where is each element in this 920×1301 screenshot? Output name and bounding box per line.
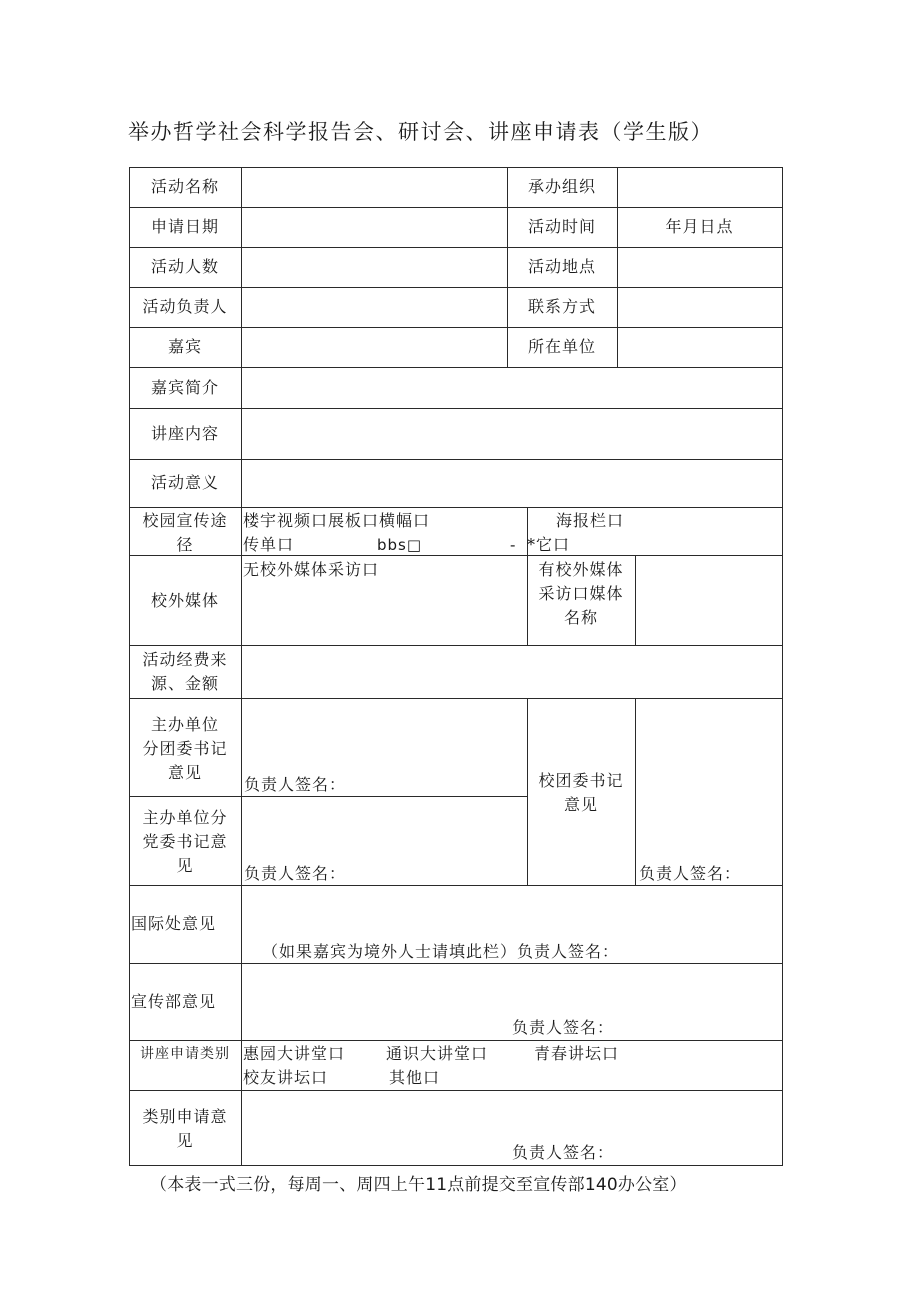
label-school-youth-league-2: 意见: [563, 795, 598, 814]
footer-note: （本表一式三份，每周一、周四上午11点前提交至宣传部140办公室）: [150, 1175, 687, 1195]
option-youth-forum[interactable]: 青春讲坛口: [534, 1044, 620, 1063]
label-media-name: 名称: [563, 608, 598, 627]
label-activity-time: 活动时间: [527, 217, 596, 236]
option-has-external-media-cont: 采访口媒体: [538, 584, 624, 603]
label-type-opinion-2: 见: [176, 1131, 194, 1150]
label-funding-cont: 源、金额: [150, 674, 219, 693]
label-external-media: 校外媒体: [150, 591, 219, 610]
signature-host-party: 负责人签名：: [244, 864, 347, 883]
label-activity-name: 活动名称: [150, 177, 219, 196]
option-has-external-media[interactable]: 有校外媒体: [538, 560, 624, 579]
col-line: [241, 167, 242, 1166]
campus-option-poster[interactable]: 海报栏口: [556, 511, 625, 530]
label-campus-channel: 校园宣传途: [142, 511, 228, 530]
campus-option-dash: -: [510, 535, 517, 554]
row-line: [129, 207, 783, 208]
label-organizer: 承办组织: [527, 177, 596, 196]
signature-publicity: 负责人签名：: [512, 1018, 615, 1037]
signature-host-youth: 负责人签名：: [244, 775, 347, 794]
row-line: [129, 1165, 783, 1166]
option-tongshi-lecture[interactable]: 通识大讲堂口: [386, 1044, 489, 1063]
row-line: [129, 367, 783, 368]
option-no-external-media[interactable]: 无校外媒体采访口: [243, 560, 380, 579]
campus-options-row1[interactable]: 楼宇视频口展板口横幅口: [243, 511, 431, 530]
intl-office-note: （如果嘉宾为境外人士请填此栏）负责人签名：: [262, 942, 620, 961]
label-contact: 联系方式: [527, 297, 596, 316]
option-huiyuan-lecture[interactable]: 惠园大讲堂口: [243, 1044, 346, 1063]
row-line: [129, 645, 783, 646]
row-line: [129, 698, 783, 699]
col-line: [635, 698, 636, 885]
row-line: [129, 459, 783, 460]
label-funding: 活动经费来: [142, 650, 228, 669]
row-line: [129, 408, 783, 409]
label-campus-channel-cont: 径: [176, 535, 194, 554]
signature-type-opinion: 负责人签名：: [512, 1143, 615, 1162]
row-line: [129, 287, 783, 288]
label-apply-date: 申请日期: [150, 217, 219, 236]
form-title: 举办哲学社会科学报告会、研讨会、讲座申请表（学生版）: [128, 120, 713, 144]
label-attendees: 活动人数: [150, 257, 219, 276]
label-publicity-dept: 宣传部意见: [131, 992, 217, 1011]
row-line: [129, 507, 783, 508]
option-alumni-forum[interactable]: 校友讲坛口: [243, 1068, 329, 1087]
label-host-youth-league: 主办单位: [150, 715, 219, 734]
label-leader: 活动负责人: [142, 297, 228, 316]
label-host-party-3: 见: [176, 856, 194, 875]
row-line: [129, 327, 783, 328]
campus-option-bbs[interactable]: bbs□: [377, 536, 423, 554]
label-host-youth-league-2: 分团委书记: [142, 739, 228, 758]
option-other-type[interactable]: 其他口: [389, 1068, 441, 1087]
label-location: 活动地点: [527, 257, 596, 276]
signature-school-youth: 负责人签名：: [639, 864, 742, 883]
label-guest-intro: 嘉宾简介: [150, 378, 219, 397]
label-lecture-content: 讲座内容: [150, 424, 219, 443]
row-line: [129, 1090, 783, 1091]
label-guest: 嘉宾: [167, 337, 202, 356]
label-significance: 活动意义: [150, 473, 219, 492]
activity-time-value: 年月日点: [665, 217, 734, 236]
col-line: [617, 167, 618, 367]
col-line: [782, 167, 783, 1166]
row-line: [129, 247, 783, 248]
label-host-party: 主办单位分: [142, 808, 228, 827]
label-type-opinion: 类别申请意: [142, 1107, 228, 1126]
row-line: [129, 1040, 783, 1041]
label-host-youth-league-3: 意见: [167, 763, 202, 782]
col-line: [635, 555, 636, 645]
label-intl-office: 国际处意见: [131, 914, 217, 933]
label-host-party-2: 党委书记意: [142, 832, 228, 851]
label-lecture-type: 讲座申请类别: [140, 1046, 230, 1062]
row-line: [129, 167, 783, 168]
campus-option-other[interactable]: *它口: [527, 535, 571, 554]
campus-option-flyer[interactable]: 传单口: [243, 535, 295, 554]
label-school-youth-league: 校团委书记: [538, 771, 624, 790]
label-affiliation: 所在单位: [527, 337, 596, 356]
